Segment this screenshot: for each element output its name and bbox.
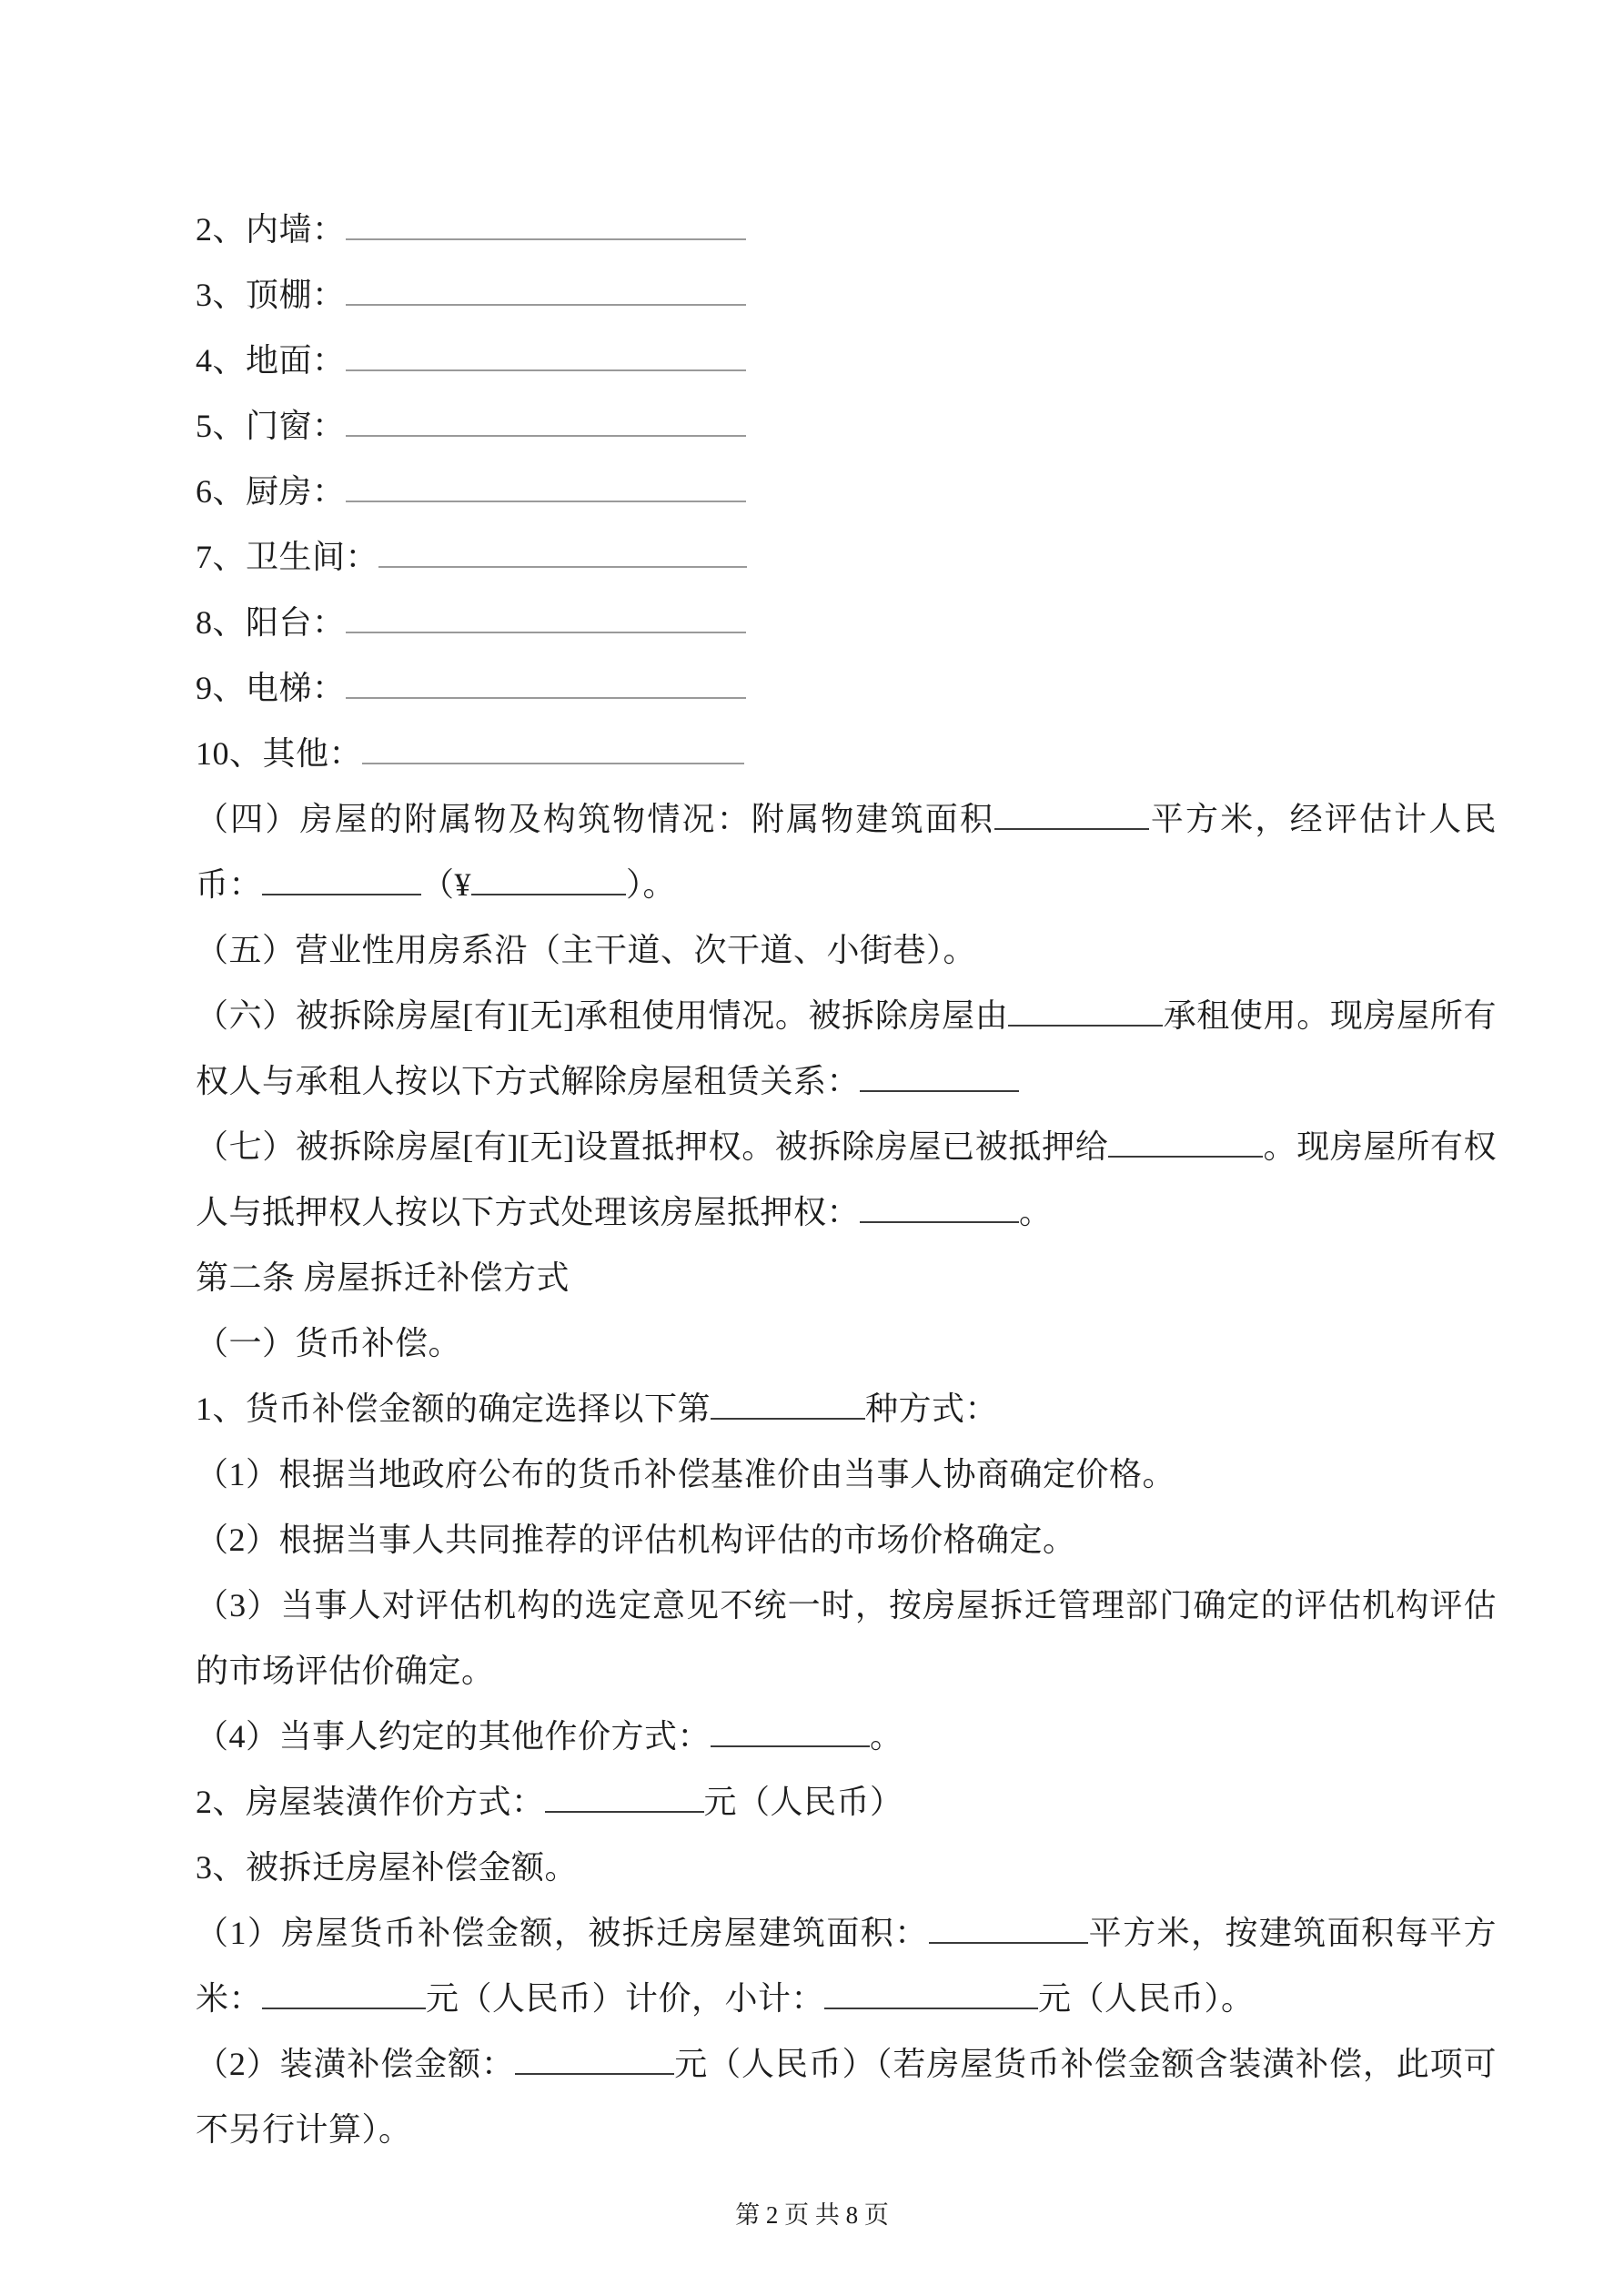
- text-run: 3、顶棚：: [196, 277, 346, 313]
- text-run: 平方米，按建筑面积每平方米：: [196, 1915, 1497, 2017]
- blank-underline-field: [346, 339, 746, 371]
- item-1-compensation-method: [196, 1376, 1497, 1441]
- para-5-business-premises: [196, 917, 1497, 983]
- item-2-decoration-valuation: [196, 1769, 1497, 1835]
- item-10-other: [196, 721, 1497, 786]
- item-6-kitchen: [196, 459, 1497, 524]
- text-run: （七）被拆除房屋[有][无]设置抵押权。被拆除房屋已被抵押给: [196, 1128, 1109, 1165]
- para-7-mortgage: [196, 1114, 1497, 1245]
- text-run: （2）装潢补偿金额：: [196, 2046, 515, 2082]
- sub-1-monetary-amount: [196, 1900, 1497, 2031]
- sub-4-other-valuation: [196, 1704, 1497, 1769]
- text-run: 3、被拆迁房屋补偿金额。: [196, 1849, 579, 1886]
- text-run: 8、阳台：: [196, 604, 346, 641]
- text-run: 2、内墙：: [196, 211, 346, 248]
- text-run: ）。: [626, 866, 677, 903]
- blank-underline-field: [262, 863, 421, 895]
- sub-2-decoration-amount: [196, 2031, 1497, 2162]
- blank-underline-field: [378, 535, 747, 568]
- text-run: 元（人民币）: [703, 1784, 903, 1820]
- blank-underline-field: [346, 470, 746, 502]
- para-4-attachments: [196, 786, 1497, 917]
- para-6-tenancy: [196, 983, 1497, 1114]
- text-run: （3）当事人对评估机构的选定意见不统一时，按房屋拆迁管理部门确定的评估机构评估的市场评估价确定。: [196, 1587, 1497, 1689]
- text-run: 平方米，经评估计人民币：: [196, 801, 1497, 903]
- text-run: 种方式：: [865, 1391, 999, 1427]
- blank-underline-field: [471, 863, 626, 895]
- text-run: 4、地面：: [196, 342, 346, 379]
- blank-underline-field: [824, 1977, 1038, 2009]
- blank-underline-field: [362, 732, 744, 764]
- blank-underline-field: [515, 2042, 674, 2075]
- text-run: 。: [1019, 1194, 1053, 1230]
- para-1-monetary-compensation: [196, 1310, 1497, 1376]
- blank-underline-field: [994, 797, 1149, 830]
- text-run: 。现房屋所有权人与抵押权人按以下方式处理该房屋抵押权：: [196, 1128, 1497, 1230]
- blank-underline-field: [262, 1977, 426, 2009]
- text-run: （4）当事人约定的其他作价方式：: [196, 1718, 711, 1755]
- text-run: 6、厨房：: [196, 473, 346, 510]
- blank-underline-field: [346, 404, 746, 437]
- text-run: 10、其他：: [196, 735, 363, 772]
- blank-underline-field: [1108, 1125, 1263, 1158]
- text-run: （五）营业性用房系沿（主干道、次干道、小街巷）。: [196, 932, 977, 968]
- blank-underline-field: [346, 207, 746, 240]
- text-run: （1）根据当地政府公布的货币补偿基准价由当事人协商确定价格。: [196, 1456, 1176, 1492]
- text-run: 元（人民币）计价，小计：: [426, 1980, 825, 2017]
- item-8-balcony: [196, 590, 1497, 655]
- text-run: （¥: [421, 866, 472, 903]
- blank-underline-field: [346, 273, 746, 306]
- blank-underline-field: [346, 601, 746, 633]
- sub-2-recommended-appraisal: [196, 1507, 1497, 1573]
- blank-underline-field: [1008, 994, 1163, 1027]
- text-run: 元（人民币）（若房屋货币补偿金额含装潢补偿，此项可不另行计算）。: [196, 2046, 1497, 2148]
- text-run: 5、门窗：: [196, 408, 346, 444]
- text-run: （四）房屋的附属物及构筑物情况：附属物建筑面积: [196, 801, 995, 837]
- text-run: 1、货币补偿金额的确定选择以下第: [196, 1391, 711, 1427]
- blank-underline-field: [346, 666, 746, 699]
- blank-underline-field: [860, 1190, 1019, 1223]
- blank-underline-field: [711, 1387, 865, 1420]
- page-number-text: 第 2 页 共 8 页: [735, 2201, 889, 2229]
- blank-underline-field: [545, 1780, 704, 1813]
- text-run: （六）被拆除房屋[有][无]承租使用情况。被拆除房屋由: [196, 997, 1009, 1034]
- text-run: 承租使用。现房屋所有权人与承租人按以下方式解除房屋租赁关系：: [196, 997, 1497, 1099]
- text-run: 7、卫生间：: [196, 539, 379, 575]
- text-run: 元（人民币）。: [1038, 1980, 1255, 2017]
- sub-1-government-base-price: [196, 1441, 1497, 1507]
- sub-3-appraisal-disagreement: [196, 1573, 1497, 1704]
- blank-underline-field: [860, 1059, 1019, 1092]
- page-footer: [0, 2195, 1624, 2230]
- item-3-ceiling: [196, 262, 1497, 328]
- heading-article-2: [196, 1245, 1497, 1310]
- item-2-inner-wall: [196, 197, 1497, 262]
- item-3-compensation-amount: [196, 1835, 1497, 1900]
- blank-underline-field: [929, 1911, 1088, 1944]
- text-run: 第二条 房屋拆迁补偿方式: [196, 1259, 570, 1296]
- text-run: 。: [870, 1718, 903, 1755]
- text-run: 2、房屋装潢作价方式：: [196, 1784, 545, 1820]
- blank-underline-field: [711, 1714, 870, 1747]
- item-5-doors-windows: [196, 393, 1497, 459]
- item-7-bathroom: [196, 524, 1497, 590]
- text-run: （1）房屋货币补偿金额，被拆迁房屋建筑面积：: [196, 1915, 929, 1951]
- item-4-floor: [196, 328, 1497, 393]
- text-run: （一）货币补偿。: [196, 1325, 462, 1361]
- text-run: 9、电梯：: [196, 670, 346, 706]
- text-run: （2）根据当事人共同推荐的评估机构评估的市场价格确定。: [196, 1522, 1076, 1558]
- item-9-elevator: [196, 655, 1497, 721]
